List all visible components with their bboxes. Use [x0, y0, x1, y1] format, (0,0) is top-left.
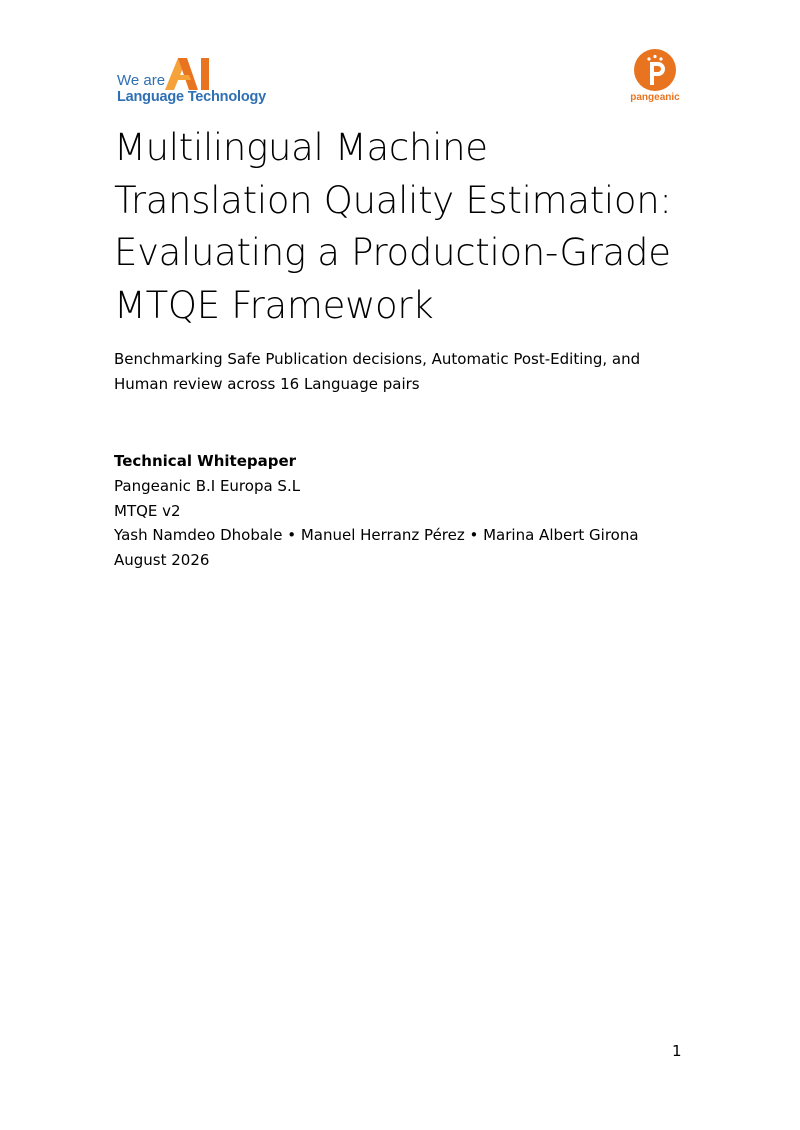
document-title: Multilingual Machine Translation Quality Estimation: Evaluating a Production-Grade MTQE Framework	[114, 126, 672, 327]
we-are-ai-logo	[117, 56, 267, 108]
logo-tagline-top: We are	[117, 72, 166, 89]
publication-date: August 2026	[114, 551, 210, 570]
logo-tagline-bottom: Language Technology	[117, 89, 266, 105]
document-version: MTQE v2	[114, 501, 181, 520]
pangeanic-p-logo-icon	[626, 48, 684, 92]
author-list: Yash Namdeo Dhobale • Manuel Herranz Pérez • Marina Albert Girona	[114, 526, 639, 545]
pangeanic-logo	[626, 48, 684, 108]
document-subtitle: Benchmarking Safe Publication decisions, Automatic Post-Editing, and Human review across 16 Language pairs	[114, 350, 641, 393]
document-meta	[114, 449, 694, 573]
page-number: 1	[672, 1042, 682, 1060]
pangeanic-wordmark: pangeanic	[630, 92, 680, 103]
document-type: Technical Whitepaper	[114, 452, 297, 470]
ai-mark-icon	[165, 56, 213, 92]
organization-name: Pangeanic B.I Europa S.L	[114, 476, 301, 495]
